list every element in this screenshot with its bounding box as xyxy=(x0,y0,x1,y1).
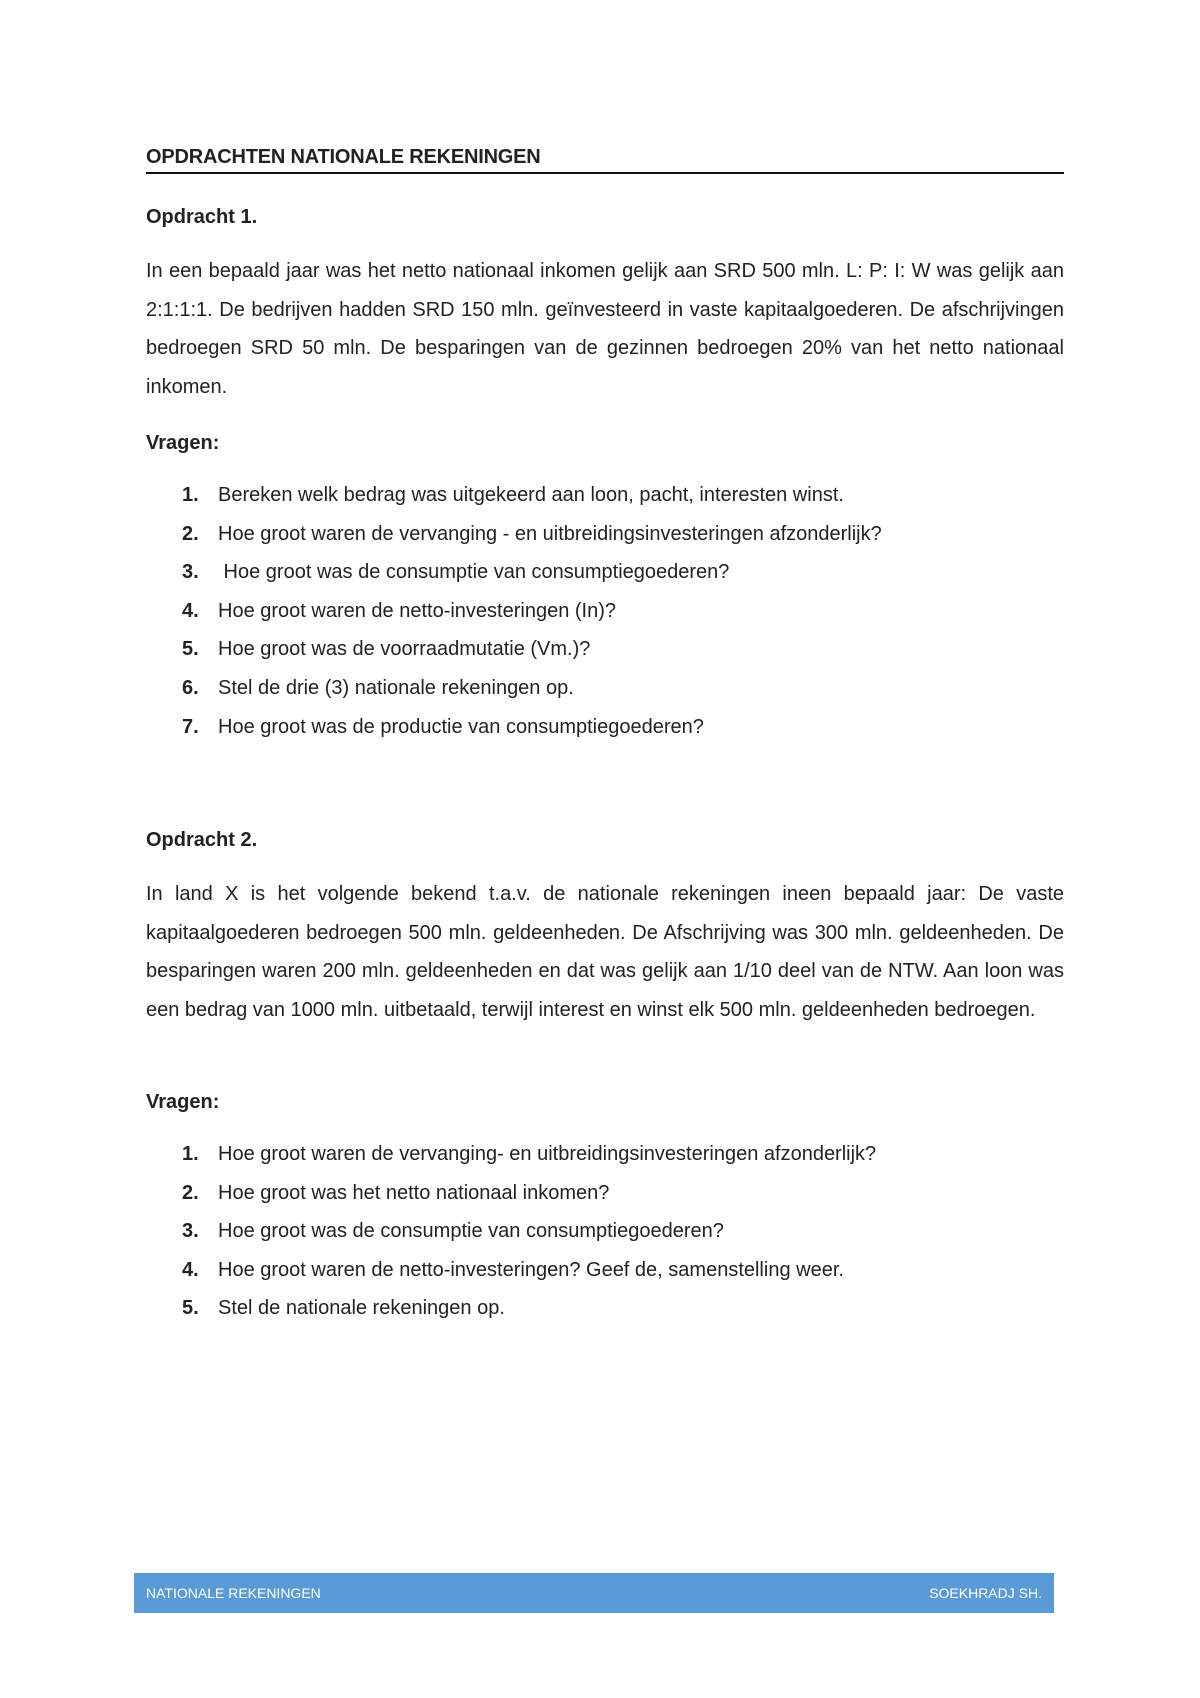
opdracht-2-paragraph: In land X is het volgende bekend t.a.v. de nationale rekeningen ineen bepaald jaar: De vaste kapitaalgoederen bedroegen 500 mln. geldeenheden. De Afschrijving was 300 mln. geldeenheden. De besparingen waren 200 mln. geldeenheden en dat was gelijk aan 1/10 deel van de NTW. Aan loon was een bedrag van 1000 mln. uitbetaald, terwijl interest en winst elk 500 mln. geldeenheden bedroegen. xyxy=(146,883,1064,1021)
question-number: 3. xyxy=(182,561,199,584)
question-text: Hoe groot waren de netto-investeringen? Geef de, samenstelling weer. xyxy=(218,1258,844,1281)
question-text: Hoe groot was het netto nationaal inkomen? xyxy=(218,1181,610,1204)
question-item xyxy=(146,592,1064,631)
opdracht-1-heading: Opdracht 1. xyxy=(146,206,258,228)
question-item xyxy=(146,630,1064,669)
footer-left-text: NATIONALE REKENINGEN xyxy=(146,1585,321,1601)
question-text: Hoe groot was de productie van consumptiegoederen? xyxy=(218,715,704,738)
question-item xyxy=(146,1174,1064,1213)
question-text: Hoe groot was de consumptie van consumptiegoederen? xyxy=(218,1220,724,1243)
opdracht-1-vragen-label: Vragen: xyxy=(146,432,220,454)
question-item xyxy=(146,1135,1064,1174)
question-number: 4. xyxy=(182,599,199,622)
page-footer xyxy=(134,1573,1054,1613)
question-number: 3. xyxy=(182,1220,199,1243)
question-text: Hoe groot was de consumptie van consumptiegoederen? xyxy=(218,561,730,584)
question-item xyxy=(146,1251,1064,1290)
question-text: Hoe groot waren de vervanging- en uitbreidingsinvesteringen afzonderlijk? xyxy=(218,1143,877,1165)
question-item xyxy=(146,476,1064,515)
question-text: Hoe groot was de voorraadmutatie (Vm.)? xyxy=(218,638,591,661)
opdracht-2-question-list xyxy=(146,1135,1064,1328)
opdracht-2-heading: Opdracht 2. xyxy=(146,829,258,851)
question-item xyxy=(146,1212,1064,1251)
opdracht-1-paragraph: In een bepaald jaar was het netto nationaal inkomen gelijk aan SRD 500 mln. L: P: I: W was gelijk aan 2:1:1:1. De bedrijven hadden SRD 150 mln. geïnvesteerd in vaste kapitaalgoederen. De afschrijvingen bedroegen SRD 50 mln. De besparingen van de gezinnen bedroegen 20% van het netto nationaal inkomen. xyxy=(146,260,1064,398)
question-number: 4. xyxy=(182,1258,199,1281)
question-number: 1. xyxy=(182,484,199,506)
question-item xyxy=(146,669,1064,708)
opdracht-1-question-list xyxy=(146,476,1064,746)
question-text: Stel de drie (3) nationale rekeningen op. xyxy=(218,676,574,699)
question-item xyxy=(146,1289,1064,1328)
question-number: 2. xyxy=(182,522,199,545)
question-item xyxy=(146,553,1064,592)
question-text: Hoe groot waren de vervanging - en uitbreidingsinvesteringen afzonderlijk? xyxy=(218,522,882,545)
question-number: 2. xyxy=(182,1181,199,1204)
question-text: Bereken welk bedrag was uitgekeerd aan loon, pacht, interesten winst. xyxy=(218,484,844,506)
question-number: 6. xyxy=(182,676,199,699)
question-number: 5. xyxy=(182,1297,199,1320)
footer-right-text: SOEKHRADJ SH. xyxy=(929,1585,1042,1601)
question-text: Hoe groot waren de netto-investeringen (In)? xyxy=(218,599,617,622)
opdracht-2-vragen-label: Vragen: xyxy=(146,1091,220,1113)
question-number: 5. xyxy=(182,638,199,661)
question-item xyxy=(146,515,1064,554)
question-number: 7. xyxy=(182,715,199,738)
document-title: OPDRACHTEN NATIONALE REKENINGEN xyxy=(146,146,1064,174)
question-item xyxy=(146,708,1064,747)
question-number: 1. xyxy=(182,1143,199,1165)
question-text: Stel de nationale rekeningen op. xyxy=(218,1297,505,1320)
